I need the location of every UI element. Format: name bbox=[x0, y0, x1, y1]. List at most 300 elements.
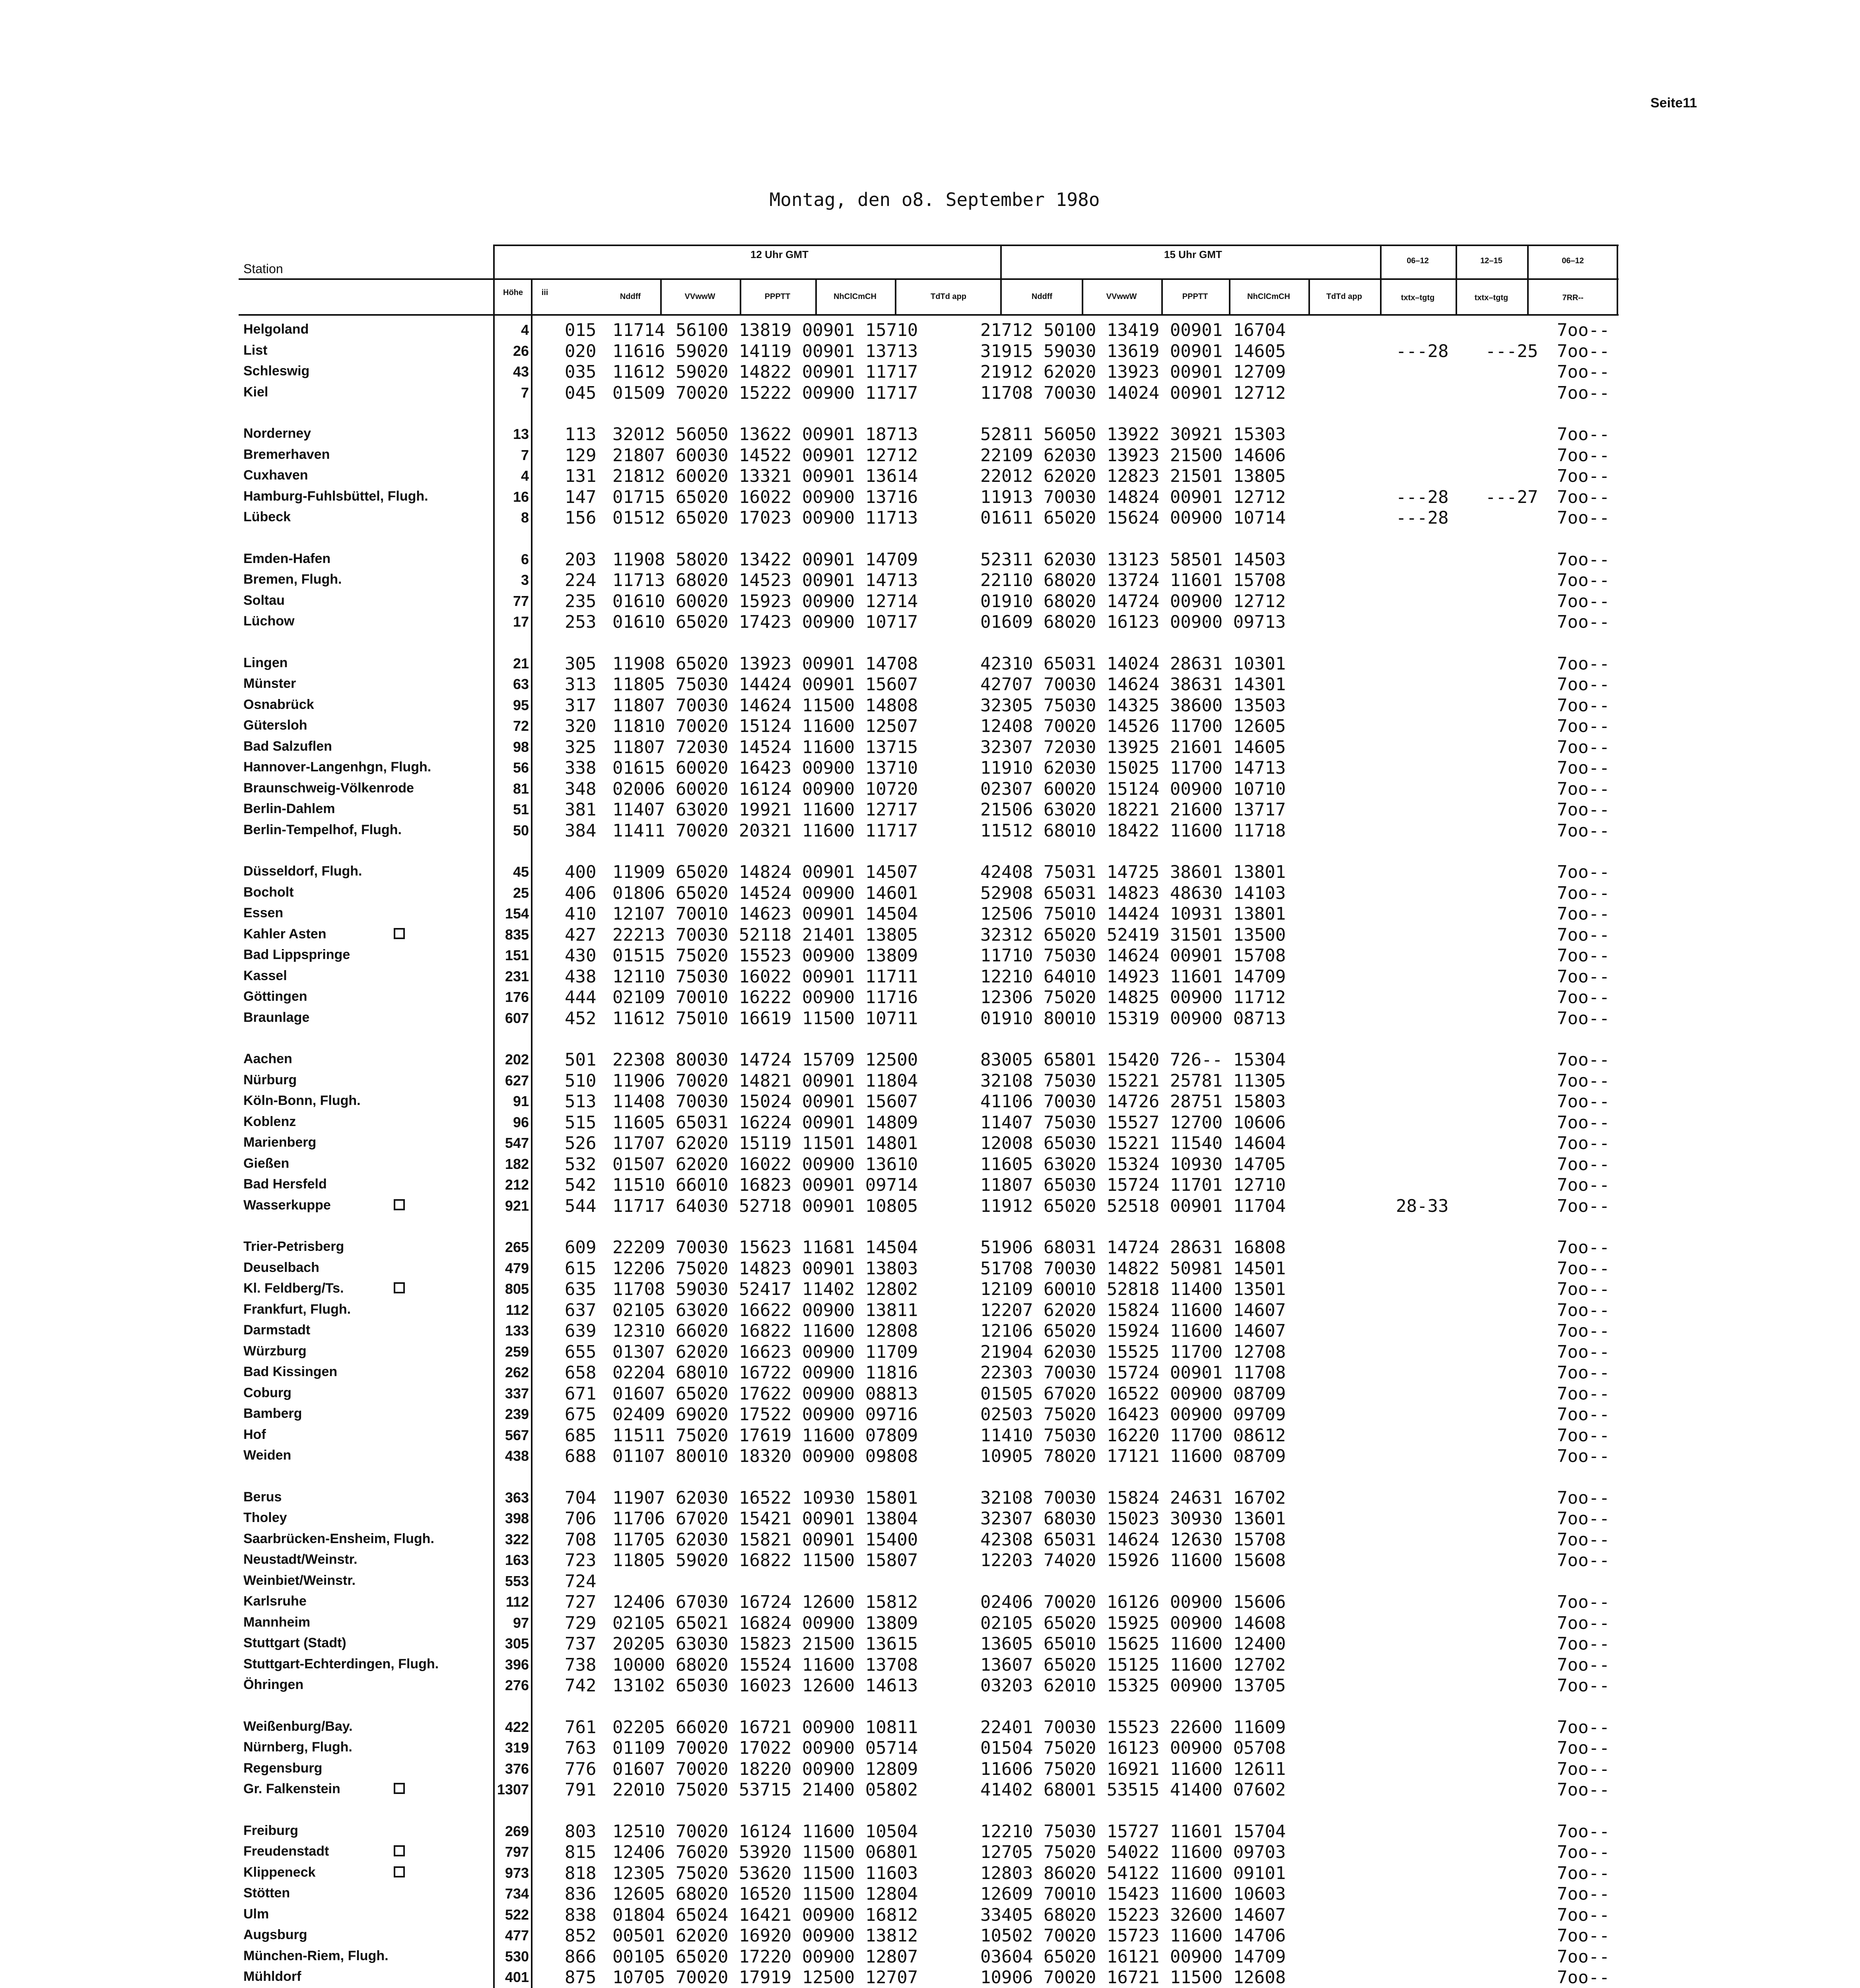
station-id: 685 bbox=[565, 1425, 597, 1446]
station-id: 452 bbox=[565, 1008, 597, 1029]
precip-06-12: 7oo-- bbox=[1557, 1905, 1610, 1925]
header-tdt-12: TdTd app bbox=[931, 292, 966, 301]
station-id: 655 bbox=[565, 1342, 597, 1362]
station-id: 706 bbox=[565, 1508, 597, 1529]
station-name: Öhringen bbox=[243, 1677, 304, 1692]
precip-06-12: 7oo-- bbox=[1557, 1300, 1610, 1320]
obs-15utc: 41402 68001 53515 41400 07602 bbox=[980, 1780, 1286, 1800]
obs-15utc: 02503 75020 16423 00900 09709 bbox=[980, 1404, 1286, 1425]
report-date: Montag, den o8. September 198o bbox=[769, 189, 1100, 210]
obs-15utc: 22110 68020 13724 11601 15708 bbox=[980, 570, 1286, 590]
obs-15utc: 01505 67020 16522 00900 08709 bbox=[980, 1383, 1286, 1404]
obs-15utc: 21912 62020 13923 00901 12709 bbox=[980, 362, 1286, 382]
precip-06-12: 7oo-- bbox=[1557, 1321, 1610, 1341]
header-nddff-15: Nddff bbox=[1031, 292, 1053, 301]
obs-15utc: 13607 65020 15125 11600 12702 bbox=[980, 1654, 1286, 1675]
obs-15utc: 12203 74020 15926 11600 15608 bbox=[980, 1550, 1286, 1571]
station-name: Osnabrück bbox=[243, 697, 314, 712]
station-name: Karlsruhe bbox=[243, 1594, 307, 1609]
obs-15utc: 32108 75030 15221 25781 11305 bbox=[980, 1070, 1286, 1091]
station-row bbox=[0, 1404, 1860, 1425]
station-id: 156 bbox=[565, 508, 597, 528]
station-row bbox=[0, 883, 1860, 904]
station-elevation: 91 bbox=[513, 1093, 529, 1109]
obs-15utc: 01609 68020 16123 00900 09713 bbox=[980, 612, 1286, 632]
obs-12utc: 12605 68020 16520 11500 12804 bbox=[612, 1884, 918, 1904]
obs-15utc: 01910 68020 14724 00900 12712 bbox=[980, 591, 1286, 612]
precip-06-12: 7oo-- bbox=[1557, 508, 1610, 528]
precip-06-12: 7oo-- bbox=[1557, 1363, 1610, 1383]
station-elevation: 13 bbox=[513, 426, 529, 442]
precip-06-12: 7oo-- bbox=[1557, 1050, 1610, 1070]
obs-15utc: 22109 62030 13923 21500 14606 bbox=[980, 445, 1286, 466]
station-name: Kassel bbox=[243, 968, 287, 983]
station-row bbox=[0, 1071, 1860, 1091]
obs-15utc: 12506 75010 14424 10931 13801 bbox=[980, 904, 1286, 924]
precip-06-12: 7oo-- bbox=[1557, 1342, 1610, 1362]
station-row bbox=[0, 1488, 1860, 1508]
station-row bbox=[0, 1759, 1860, 1780]
precip-06-12: 7oo-- bbox=[1557, 1821, 1610, 1842]
precip-06-12: 7oo-- bbox=[1557, 341, 1610, 361]
station-row bbox=[0, 987, 1860, 1008]
station-row bbox=[0, 1780, 1860, 1800]
precip-06-12: 7oo-- bbox=[1557, 1884, 1610, 1904]
station-row bbox=[0, 925, 1860, 945]
station-elevation: 479 bbox=[505, 1260, 529, 1276]
precip-06-12: 7oo-- bbox=[1557, 466, 1610, 486]
precip-06-12: 7oo-- bbox=[1557, 1133, 1610, 1153]
station-name: Bad Lippspringe bbox=[243, 947, 350, 962]
precip-06-12: 7oo-- bbox=[1557, 591, 1610, 612]
obs-12utc: 12110 75030 16022 00901 11711 bbox=[612, 966, 918, 987]
station-elevation: 265 bbox=[505, 1239, 529, 1255]
obs-12utc: 11805 75030 14424 00901 15607 bbox=[612, 674, 918, 695]
station-elevation: 797 bbox=[505, 1844, 529, 1860]
station-row bbox=[0, 1258, 1860, 1279]
obs-15utc: 11910 62030 15025 11700 14713 bbox=[980, 758, 1286, 778]
obs-12utc: 02109 70010 16222 00900 11716 bbox=[612, 987, 918, 1008]
station-name: Weißenburg/Bay. bbox=[243, 1718, 353, 1734]
precip-06-12: 7oo-- bbox=[1557, 987, 1610, 1008]
precip-06-12: 7oo-- bbox=[1557, 695, 1610, 716]
station-name: Bad Hersfeld bbox=[243, 1176, 327, 1192]
precip-06-12: 7oo-- bbox=[1557, 1946, 1610, 1967]
station-name: Gr. Falkenstein bbox=[243, 1781, 340, 1796]
station-name: Essen bbox=[243, 905, 284, 920]
station-elevation: 522 bbox=[505, 1906, 529, 1923]
station-name: Marienberg bbox=[243, 1135, 317, 1150]
open-square-icon bbox=[394, 1282, 405, 1293]
obs-15utc: 11807 65030 15724 11701 12710 bbox=[980, 1175, 1286, 1195]
station-row bbox=[0, 1321, 1860, 1342]
precip-06-12: 7oo-- bbox=[1557, 1487, 1610, 1508]
station-elevation: 422 bbox=[505, 1718, 529, 1735]
obs-15utc: 03604 65020 16121 00900 14709 bbox=[980, 1946, 1286, 1967]
station-id: 513 bbox=[565, 1091, 597, 1112]
header-wwww-12: VVwwW bbox=[684, 292, 715, 301]
station-name: Deuselbach bbox=[243, 1260, 319, 1275]
station-id: 727 bbox=[565, 1592, 597, 1612]
obs-12utc: 11407 63020 19921 11600 12717 bbox=[612, 800, 918, 820]
precip-06-12: 7oo-- bbox=[1557, 737, 1610, 757]
station-row bbox=[0, 1008, 1860, 1029]
station-name: Freudenstadt bbox=[243, 1844, 329, 1859]
precip-06-12: 7oo-- bbox=[1557, 1780, 1610, 1800]
station-name: Regensburg bbox=[243, 1760, 323, 1776]
station-elevation: 567 bbox=[505, 1427, 529, 1443]
station-name: Lüchow bbox=[243, 613, 295, 629]
obs-12utc: 00105 65020 17220 00900 12807 bbox=[612, 1946, 918, 1967]
station-elevation: 4 bbox=[521, 468, 529, 484]
precip-06-12: 7oo-- bbox=[1557, 904, 1610, 924]
station-elevation: 401 bbox=[505, 1969, 529, 1985]
station-id: 532 bbox=[565, 1154, 597, 1175]
obs-12utc: 01610 65020 17423 00900 10717 bbox=[612, 612, 918, 632]
precip-06-12: 7oo-- bbox=[1557, 800, 1610, 820]
precip-06-12: 7oo-- bbox=[1557, 820, 1610, 841]
station-elevation: 276 bbox=[505, 1677, 529, 1693]
obs-12utc: 10000 68020 15524 11600 13708 bbox=[612, 1654, 918, 1675]
obs-15utc: 42408 75031 14725 38601 13801 bbox=[980, 862, 1286, 882]
station-row bbox=[0, 591, 1860, 612]
station-id: 147 bbox=[565, 487, 597, 507]
station-id: 430 bbox=[565, 945, 597, 966]
station-elevation: 43 bbox=[513, 363, 529, 380]
header-tdt-15: TdTd app bbox=[1326, 292, 1362, 301]
header-station: Station bbox=[243, 262, 283, 276]
station-id: 815 bbox=[565, 1842, 597, 1862]
station-name: Berlin-Dahlem bbox=[243, 801, 335, 816]
obs-15utc: 11710 75030 14624 00901 15708 bbox=[980, 945, 1286, 966]
station-row bbox=[0, 1446, 1860, 1467]
station-row bbox=[0, 1863, 1860, 1884]
obs-12utc: 01509 70020 15222 00900 11717 bbox=[612, 382, 918, 403]
obs-12utc: 02006 60020 16124 00900 10720 bbox=[612, 779, 918, 799]
open-square-icon bbox=[394, 1199, 405, 1210]
station-name: Koblenz bbox=[243, 1114, 296, 1129]
obs-15utc: 32307 72030 13925 21601 14605 bbox=[980, 737, 1286, 757]
station-id: 444 bbox=[565, 987, 597, 1008]
obs-12utc: 11612 59020 14822 00901 11717 bbox=[612, 362, 918, 382]
obs-12utc: 32012 56050 13622 00901 18713 bbox=[612, 424, 918, 445]
temp-range-06-12: ---28 bbox=[1396, 341, 1449, 361]
station-elevation: 56 bbox=[513, 759, 529, 776]
station-elevation: 77 bbox=[513, 592, 529, 609]
station-elevation: 376 bbox=[505, 1760, 529, 1777]
obs-15utc: 22401 70030 15523 22600 11609 bbox=[980, 1717, 1286, 1738]
precip-06-12: 7oo-- bbox=[1557, 1738, 1610, 1758]
precip-06-12: 7oo-- bbox=[1557, 1008, 1610, 1029]
station-elevation: 239 bbox=[505, 1406, 529, 1422]
precip-06-12: 7oo-- bbox=[1557, 966, 1610, 987]
station-id: 348 bbox=[565, 779, 597, 799]
obs-15utc: 12207 62020 15824 11600 14607 bbox=[980, 1300, 1286, 1320]
station-elevation: 133 bbox=[505, 1322, 529, 1339]
obs-12utc: 12206 75020 14823 00901 13803 bbox=[612, 1258, 918, 1279]
obs-12utc: 02409 69020 17522 00900 09716 bbox=[612, 1404, 918, 1425]
station-elevation: 396 bbox=[505, 1656, 529, 1673]
precip-06-12: 7oo-- bbox=[1557, 320, 1610, 340]
obs-15utc: 10906 70020 16721 11500 12608 bbox=[980, 1967, 1286, 1988]
precip-06-12: 7oo-- bbox=[1557, 1446, 1610, 1466]
station-row bbox=[0, 1050, 1860, 1070]
station-name: Klippeneck bbox=[243, 1864, 316, 1880]
station-row bbox=[0, 466, 1860, 487]
obs-15utc: 51906 68031 14724 28631 16808 bbox=[980, 1237, 1286, 1258]
temp-range-12-15: ---25 bbox=[1485, 341, 1538, 361]
station-id: 635 bbox=[565, 1279, 597, 1299]
obs-15utc: 12109 60010 52818 11400 13501 bbox=[980, 1279, 1286, 1299]
obs-12utc: 11713 68020 14523 00901 14713 bbox=[612, 570, 918, 590]
station-row bbox=[0, 1738, 1860, 1759]
obs-15utc: 51708 70030 14822 50981 14501 bbox=[980, 1258, 1286, 1279]
obs-12utc: 11707 62020 15119 11501 14801 bbox=[612, 1133, 918, 1153]
station-name: Norderney bbox=[243, 426, 311, 441]
station-elevation: 45 bbox=[513, 864, 529, 880]
station-name: Mannheim bbox=[243, 1614, 311, 1630]
station-id: 852 bbox=[565, 1926, 597, 1946]
station-elevation: 269 bbox=[505, 1823, 529, 1839]
station-row bbox=[0, 341, 1860, 362]
station-elevation: 835 bbox=[505, 926, 529, 943]
station-row bbox=[0, 1091, 1860, 1112]
station-row bbox=[0, 967, 1860, 987]
station-elevation: 51 bbox=[513, 801, 529, 817]
station-elevation: 17 bbox=[513, 613, 529, 630]
obs-12utc: 02105 65021 16824 00900 13809 bbox=[612, 1613, 918, 1633]
precip-06-12: 7oo-- bbox=[1557, 612, 1610, 632]
precip-06-12: 7oo-- bbox=[1557, 758, 1610, 778]
obs-12utc: 01615 60020 16423 00900 13710 bbox=[612, 758, 918, 778]
station-row bbox=[0, 1133, 1860, 1154]
header-r1-bottom: txtx–tgtg bbox=[1401, 293, 1435, 302]
station-id: 737 bbox=[565, 1634, 597, 1654]
obs-12utc: 01806 65020 14524 00900 14601 bbox=[612, 883, 918, 903]
station-name: Düsseldorf, Flugh. bbox=[243, 864, 362, 879]
station-name: Kiel bbox=[243, 384, 268, 400]
station-id: 542 bbox=[565, 1175, 597, 1195]
obs-15utc: 11512 68010 18422 11600 11718 bbox=[980, 820, 1286, 841]
precip-06-12: 7oo-- bbox=[1557, 924, 1610, 945]
obs-15utc: 32307 68030 15023 30930 13601 bbox=[980, 1508, 1286, 1529]
station-elevation: 151 bbox=[505, 947, 529, 963]
station-elevation: 1307 bbox=[497, 1781, 529, 1798]
station-name: Kahler Asten bbox=[243, 926, 327, 942]
station-name: Mühldorf bbox=[243, 1969, 301, 1984]
station-row bbox=[0, 1821, 1860, 1842]
obs-15utc: 10905 78020 17121 11600 08709 bbox=[980, 1446, 1286, 1466]
obs-15utc: 32312 65020 52419 31501 13500 bbox=[980, 924, 1286, 945]
station-name: Neustadt/Weinstr. bbox=[243, 1552, 358, 1567]
station-row bbox=[0, 1363, 1860, 1383]
station-elevation: 98 bbox=[513, 738, 529, 755]
obs-12utc: 12510 70020 16124 11600 10504 bbox=[612, 1821, 918, 1842]
station-elevation: 16 bbox=[513, 488, 529, 505]
station-id: 761 bbox=[565, 1717, 597, 1738]
station-row bbox=[0, 1967, 1860, 1988]
precip-06-12: 7oo-- bbox=[1557, 570, 1610, 590]
station-row bbox=[0, 1947, 1860, 1967]
station-elevation: 547 bbox=[505, 1135, 529, 1151]
obs-12utc: 11717 64030 52718 00901 10805 bbox=[612, 1196, 918, 1216]
station-name: Saarbrücken-Ensheim, Flugh. bbox=[243, 1531, 434, 1546]
station-id: 658 bbox=[565, 1363, 597, 1383]
station-row bbox=[0, 1279, 1860, 1300]
station-id: 510 bbox=[565, 1070, 597, 1091]
station-row bbox=[0, 1634, 1860, 1654]
station-name: München-Riem, Flugh. bbox=[243, 1948, 389, 1963]
station-elevation: 553 bbox=[505, 1573, 529, 1589]
header-iii: iii bbox=[541, 288, 548, 297]
obs-12utc: 01512 65020 17023 00900 11713 bbox=[612, 508, 918, 528]
station-elevation: 112 bbox=[505, 1594, 529, 1610]
station-row bbox=[0, 654, 1860, 674]
station-id: 875 bbox=[565, 1967, 597, 1988]
page-number: Seite11 bbox=[1650, 95, 1697, 111]
obs-15utc: 12210 75030 15727 11601 15704 bbox=[980, 1821, 1286, 1842]
header-hoehe: Höhe bbox=[503, 288, 523, 297]
obs-15utc: 12705 75020 54022 11600 09703 bbox=[980, 1842, 1286, 1862]
obs-15utc: 11913 70030 14824 00901 12712 bbox=[980, 487, 1286, 507]
station-elevation: 202 bbox=[505, 1051, 529, 1068]
station-name: Tholey bbox=[243, 1510, 287, 1525]
obs-12utc: 11408 70030 15024 00901 15607 bbox=[612, 1091, 918, 1112]
obs-12utc: 11908 65020 13923 00901 14708 bbox=[612, 653, 918, 674]
station-row bbox=[0, 424, 1860, 445]
station-name: Bocholt bbox=[243, 884, 294, 900]
station-id: 317 bbox=[565, 695, 597, 716]
station-id: 253 bbox=[565, 612, 597, 632]
station-elevation: 7 bbox=[521, 447, 529, 463]
obs-15utc: 13605 65010 15625 11600 12400 bbox=[980, 1634, 1286, 1654]
station-id: 763 bbox=[565, 1738, 597, 1758]
precip-06-12: 7oo-- bbox=[1557, 862, 1610, 882]
station-elevation: 97 bbox=[513, 1614, 529, 1631]
header-nddff-12: Nddff bbox=[620, 292, 641, 301]
station-id: 313 bbox=[565, 674, 597, 695]
precip-06-12: 7oo-- bbox=[1557, 883, 1610, 903]
precip-06-12: 7oo-- bbox=[1557, 779, 1610, 799]
obs-12utc: 01109 70020 17022 00900 05714 bbox=[612, 1738, 918, 1758]
station-row bbox=[0, 445, 1860, 466]
precip-06-12: 7oo-- bbox=[1557, 1154, 1610, 1175]
obs-12utc: 11612 75010 16619 11500 10711 bbox=[612, 1008, 918, 1029]
obs-12utc: 11705 62030 15821 00901 15400 bbox=[612, 1529, 918, 1550]
station-id: 544 bbox=[565, 1196, 597, 1216]
station-row bbox=[0, 1154, 1860, 1175]
station-elevation: 530 bbox=[505, 1948, 529, 1965]
station-row bbox=[0, 862, 1860, 883]
station-id: 427 bbox=[565, 924, 597, 945]
station-name: Schleswig bbox=[243, 363, 310, 379]
station-name: Stuttgart (Stadt) bbox=[243, 1635, 346, 1650]
station-row bbox=[0, 716, 1860, 737]
station-name: Trier-Petrisberg bbox=[243, 1239, 344, 1254]
station-name: Würzburg bbox=[243, 1343, 307, 1359]
station-name: Emden-Hafen bbox=[243, 551, 331, 566]
station-row bbox=[0, 821, 1860, 841]
temp-range-12-15: ---27 bbox=[1485, 487, 1538, 507]
station-id: 838 bbox=[565, 1905, 597, 1925]
station-name: Ulm bbox=[243, 1906, 269, 1922]
temp-range-06-12: ---28 bbox=[1396, 487, 1449, 507]
obs-12utc: 01607 70020 18220 00900 12809 bbox=[612, 1759, 918, 1779]
station-name: Hof bbox=[243, 1427, 266, 1442]
precip-06-12: 7oo-- bbox=[1557, 362, 1610, 382]
station-elevation: 259 bbox=[505, 1343, 529, 1360]
station-id: 609 bbox=[565, 1237, 597, 1258]
station-elevation: 973 bbox=[505, 1864, 529, 1881]
station-row bbox=[0, 1571, 1860, 1592]
station-id: 410 bbox=[565, 904, 597, 924]
obs-12utc: 11605 65031 16224 00901 14809 bbox=[612, 1112, 918, 1133]
station-name: Göttingen bbox=[243, 989, 307, 1004]
obs-12utc: 00501 62020 16920 00900 13812 bbox=[612, 1926, 918, 1946]
station-name: Weinbiet/Weinstr. bbox=[243, 1573, 356, 1588]
station-row bbox=[0, 945, 1860, 966]
station-elevation: 805 bbox=[505, 1281, 529, 1297]
station-elevation: 26 bbox=[513, 342, 529, 359]
obs-12utc: 02105 63020 16622 00900 13811 bbox=[612, 1300, 918, 1320]
station-row bbox=[0, 1613, 1860, 1634]
obs-15utc: 52811 56050 13922 30921 15303 bbox=[980, 424, 1286, 445]
station-elevation: 627 bbox=[505, 1072, 529, 1089]
precip-06-12: 7oo-- bbox=[1557, 1675, 1610, 1696]
station-id: 708 bbox=[565, 1529, 597, 1550]
station-row bbox=[0, 1550, 1860, 1571]
station-name: Gießen bbox=[243, 1155, 290, 1171]
station-row bbox=[0, 1112, 1860, 1133]
station-elevation: 63 bbox=[513, 676, 529, 692]
obs-15utc: 11708 70030 14024 00901 12712 bbox=[980, 382, 1286, 403]
header-r2-bottom: txtx–tgtg bbox=[1474, 293, 1508, 302]
precip-06-12: 7oo-- bbox=[1557, 1175, 1610, 1195]
station-row bbox=[0, 779, 1860, 800]
station-name: Stuttgart-Echterdingen, Flugh. bbox=[243, 1656, 439, 1672]
precip-06-12: 7oo-- bbox=[1557, 1279, 1610, 1299]
station-id: 723 bbox=[565, 1550, 597, 1571]
precip-06-12: 7oo-- bbox=[1557, 424, 1610, 445]
obs-12utc: 22010 75020 53715 21400 05802 bbox=[612, 1780, 918, 1800]
station-name: Darmstadt bbox=[243, 1322, 311, 1338]
station-row bbox=[0, 904, 1860, 924]
temp-range-06-12: 28-33 bbox=[1396, 1196, 1449, 1216]
obs-12utc: 11411 70020 20321 11600 11717 bbox=[612, 820, 918, 841]
obs-15utc: 01910 80010 15319 00900 08713 bbox=[980, 1008, 1286, 1029]
station-name: Bad Salzuflen bbox=[243, 738, 332, 754]
precip-06-12: 7oo-- bbox=[1557, 1654, 1610, 1675]
header-pppt-15: PPPTT bbox=[1182, 292, 1208, 301]
header-r3-top: 06–12 bbox=[1562, 256, 1584, 265]
station-elevation: 96 bbox=[513, 1114, 529, 1130]
precip-06-12: 7oo-- bbox=[1557, 653, 1610, 674]
obs-12utc: 01610 60020 15923 00900 12714 bbox=[612, 591, 918, 612]
obs-12utc: 12310 66020 16822 11600 12808 bbox=[612, 1321, 918, 1341]
precip-06-12: 7oo-- bbox=[1557, 1842, 1610, 1862]
station-name: Münster bbox=[243, 676, 296, 691]
station-row bbox=[0, 1717, 1860, 1738]
station-elevation: 72 bbox=[513, 718, 529, 734]
station-row bbox=[0, 1655, 1860, 1675]
obs-15utc: 32305 75030 14325 38600 13503 bbox=[980, 695, 1286, 716]
precip-06-12: 7oo-- bbox=[1557, 1613, 1610, 1633]
obs-12utc: 02205 66020 16721 00900 10811 bbox=[612, 1717, 918, 1738]
station-id: 791 bbox=[565, 1780, 597, 1800]
obs-12utc: 12305 75020 53620 11500 11603 bbox=[612, 1863, 918, 1883]
station-elevation: 4 bbox=[521, 322, 529, 338]
obs-15utc: 42308 65031 14624 12630 15708 bbox=[980, 1529, 1286, 1550]
